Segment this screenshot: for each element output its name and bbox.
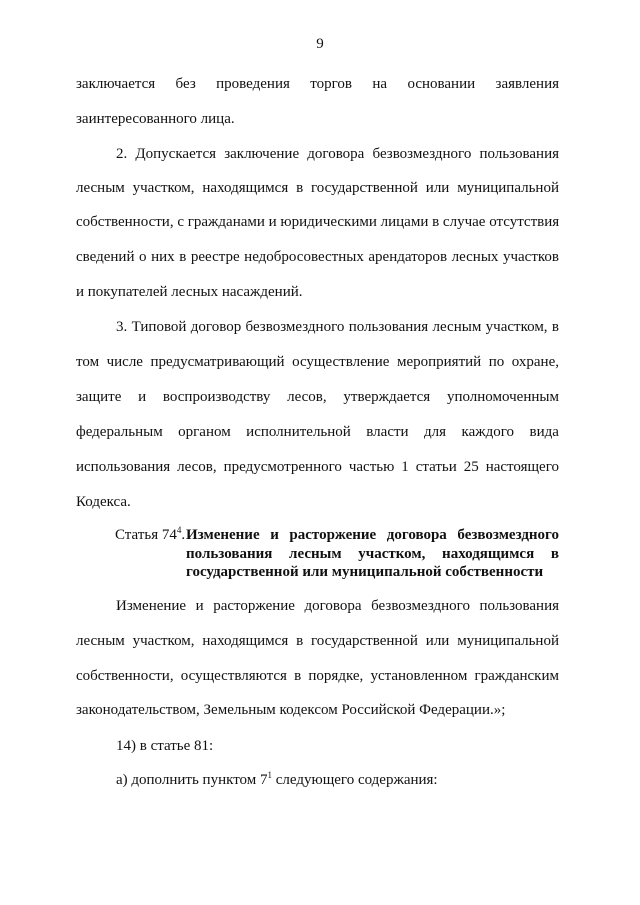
paragraph-line: заинтересованного лица. (76, 111, 235, 127)
word: для (424, 424, 447, 440)
paragraph-line: использования лесов, предусмотренного частью 1 статьи 25 настоящего (76, 459, 559, 475)
word: утверждается (343, 389, 431, 405)
paragraph-line: собственности, осуществляются в порядке, установленном гражданским (76, 668, 559, 684)
word: основании (407, 76, 476, 92)
paragraph-line (76, 424, 559, 441)
paragraph-line: 3. Типовой договор безвозмездного пользования лесным участком, в (116, 319, 559, 335)
paragraph-line: и покупателей лесных насаждений. (76, 284, 303, 300)
word: и (138, 389, 147, 405)
paragraph-line: 2. Допускается заключение договора безвозмездного пользования (116, 146, 559, 162)
word: заключается (76, 76, 156, 92)
paragraph-line: лесным участком, находящимся в государственной или муниципальной (76, 633, 559, 649)
paragraph-line: законодательством, Земельным кодексом Российской Федерации.»; (76, 702, 506, 718)
page-number: 9 (316, 36, 324, 52)
paragraph-line: Кодекса. (76, 494, 131, 510)
list-item (116, 772, 559, 789)
word: торгов (310, 76, 352, 92)
article-superscript: 4 (176, 525, 182, 535)
word: защите (76, 389, 122, 405)
word: проведения (216, 76, 290, 92)
word: власти (366, 424, 409, 440)
word: органом (178, 424, 231, 440)
article-prefix: Статья 74 (115, 527, 177, 543)
paragraph-line (76, 76, 559, 93)
word: без (175, 76, 196, 92)
word: на (372, 76, 388, 92)
word: вида (529, 424, 559, 440)
list-item-superscript: 1 (267, 770, 273, 780)
list-item-text: а) дополнить пунктом 7 (116, 772, 268, 788)
paragraph-line: Изменение и расторжение договора безвозмездного пользования (116, 598, 559, 614)
word: федеральным (76, 424, 163, 440)
word: каждого (461, 424, 515, 440)
paragraph-line (76, 389, 559, 406)
word: лесов, (287, 389, 327, 405)
article-number (115, 527, 185, 544)
article-dot: . (181, 527, 186, 543)
paragraph-line: сведений о них в реестре недобросовестных арендаторов лесных участков (76, 249, 559, 265)
list-item: 14) в статье 81: (116, 738, 214, 754)
word: воспроизводству (162, 389, 271, 405)
word: исполнительной (246, 424, 351, 440)
article-title-line: государственной или муниципальной собственности (186, 564, 544, 580)
paragraph-line: лесным участком, находящимся в государственной или муниципальной (76, 180, 559, 196)
word: уполномоченным (446, 389, 559, 405)
word: заявления (495, 76, 559, 92)
article-title-line: Изменение и расторжение договора безвозмездного (186, 527, 559, 543)
list-item-text: следующего содержания: (272, 772, 438, 788)
paragraph-line: том числе предусматривающий осуществление мероприятий по охране, (76, 354, 559, 370)
article-title-line: пользования лесным участком, находящимся в (186, 546, 559, 562)
paragraph-line: собственности, с гражданами и юридическими лицами в случае отсутствия (76, 214, 560, 230)
